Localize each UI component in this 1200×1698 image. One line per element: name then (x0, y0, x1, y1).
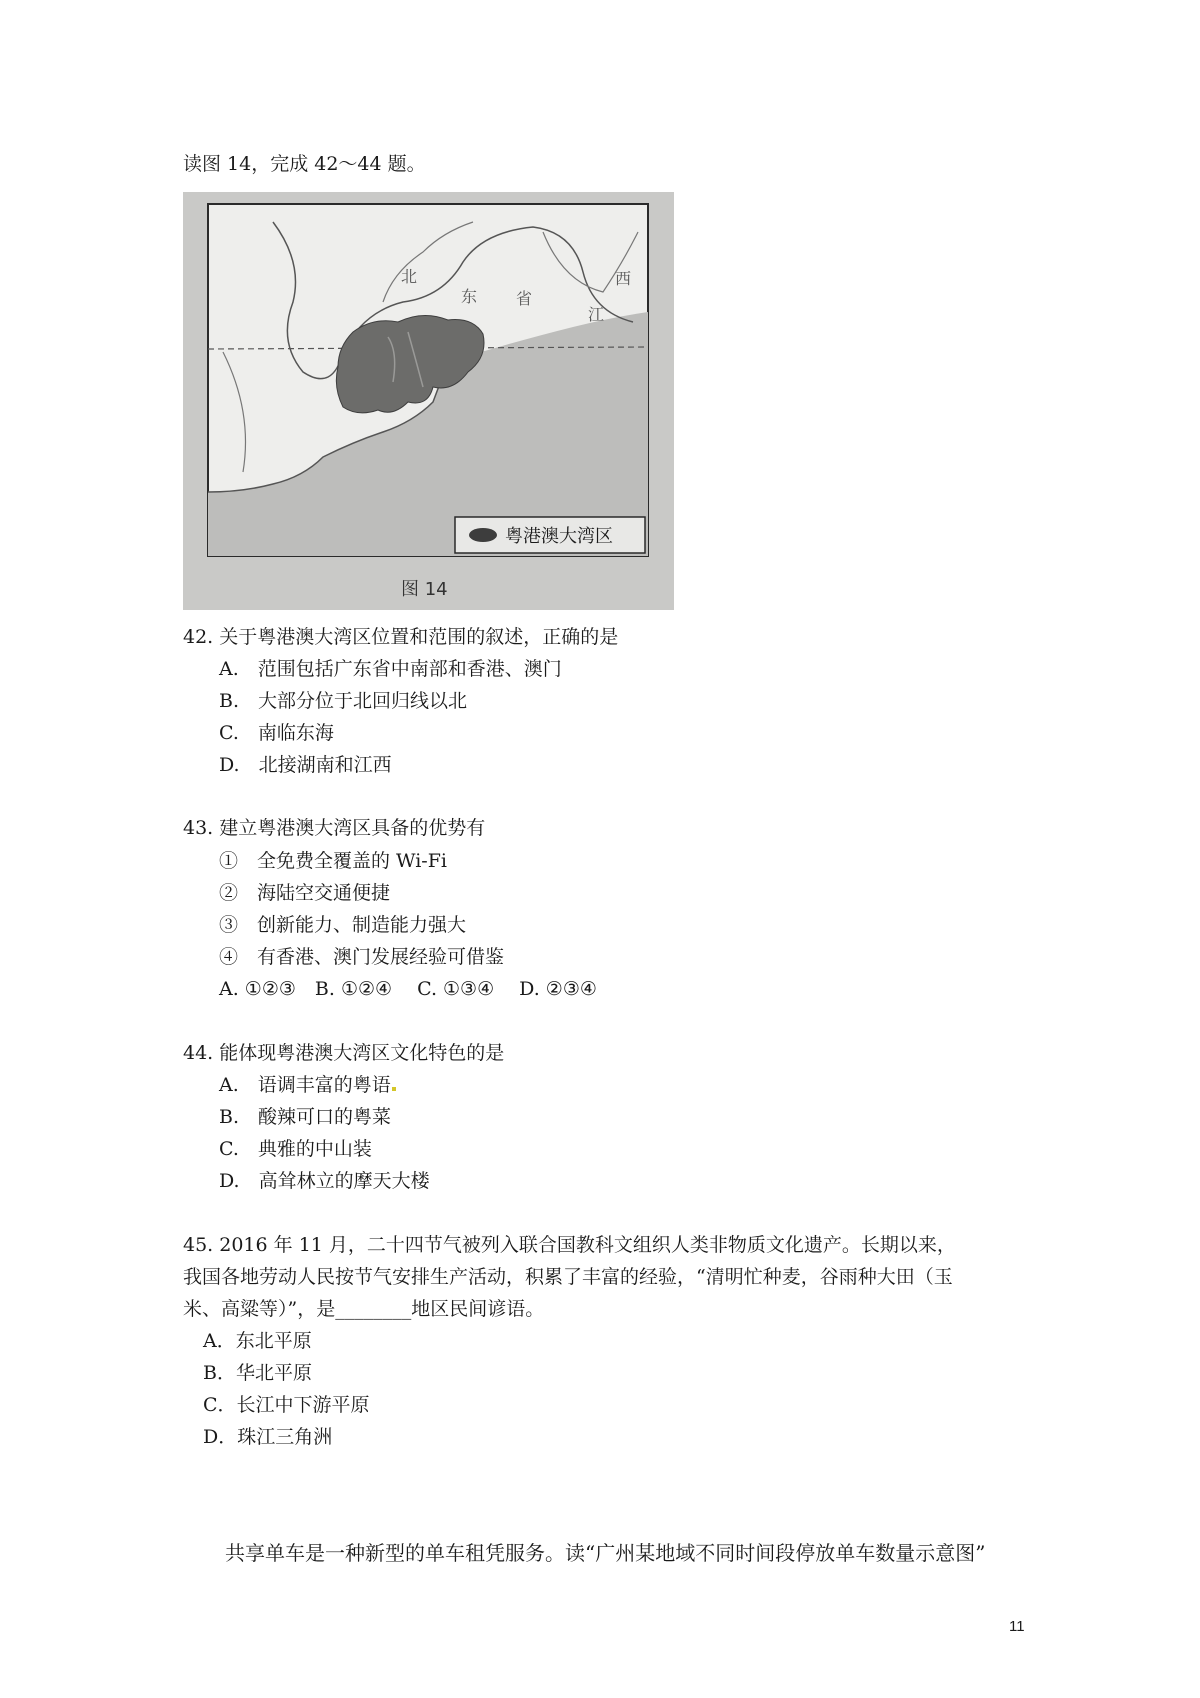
question-44-option-c: C. 典雅的中山装 (219, 1138, 372, 1160)
question-45-line-2: 我国各地劳动人民按节气安排生产活动，积累了丰富的经验，“清明忙种麦，谷雨种大田（玉 (183, 1266, 953, 1288)
question-44-option-d: D. 高耸林立的摩天大楼 (219, 1170, 430, 1192)
map-figure-14 (183, 192, 674, 610)
question-45-option-b: B．华北平原 (203, 1362, 312, 1384)
map-image (183, 192, 674, 610)
question-44-stem: 44. 能体现粤港澳大湾区文化特色的是 (183, 1042, 505, 1064)
question-43-item-1: ① 全免费全覆盖的 Wi-Fi (219, 850, 447, 872)
question-44-option-b: B. 酸辣可口的粤菜 (219, 1106, 392, 1128)
question-45-option-c: C．长江中下游平原 (203, 1394, 370, 1416)
question-42-option-a: A. 范围包括广东省中南部和香港、澳门 (219, 658, 562, 680)
question-44-option-a-text: A. 语调丰富的粤语 (219, 1074, 391, 1096)
legend-swatch (469, 528, 497, 542)
question-43-answer-choices: A. ①②③ B. ①②④ C. ①③④ D. ②③④ (219, 978, 597, 1000)
question-42-option-c: C. 南临东海 (219, 722, 334, 744)
reading-instruction: 读图 14，完成 42～44 题。 (183, 153, 426, 175)
question-43-item-4: ④ 有香港、澳门发展经验可借鉴 (219, 946, 505, 968)
question-43-item-3: ③ 创新能力、制造能力强大 (219, 914, 467, 936)
question-45-line-1: 45. 2016 年 11 月，二十四节气被列入联合国教科文组织人类非物质文化遗产。长期以来， (183, 1234, 956, 1256)
question-42-stem: 42. 关于粤港澳大湾区位置和范围的叙述，正确的是 (183, 626, 619, 648)
map-label: 省 (516, 289, 533, 308)
map-label: 江 (588, 305, 605, 324)
highlight-mark (392, 1087, 396, 1091)
question-44-option-a (219, 1072, 396, 1098)
question-45-option-d: D．珠江三角洲 (203, 1426, 333, 1448)
question-45-line-3: 米、高粱等）”，是________地区民间谚语。 (183, 1298, 545, 1320)
figure-caption: 图 14 (401, 579, 448, 600)
map-label: 东 (461, 287, 478, 306)
question-43-stem: 43. 建立粤港澳大湾区具备的优势有 (183, 817, 486, 839)
map-label: 西 (615, 269, 632, 288)
question-45-option-a: A．东北平原 (203, 1330, 312, 1352)
legend-label: 粤港澳大湾区 (505, 526, 613, 547)
question-43-item-2: ② 海陆空交通便捷 (219, 882, 391, 904)
map-label: 北 (401, 267, 418, 286)
question-42-option-d: D. 北接湖南和江西 (219, 754, 392, 776)
question-42-option-b: B. 大部分位于北回归线以北 (219, 690, 468, 712)
shared-bike-intro: 共享单车是一种新型的单车租凭服务。读“广州某地域不同时间段停放单车数量示意图” (225, 1541, 986, 1565)
page-number: 11 (1009, 1618, 1025, 1635)
